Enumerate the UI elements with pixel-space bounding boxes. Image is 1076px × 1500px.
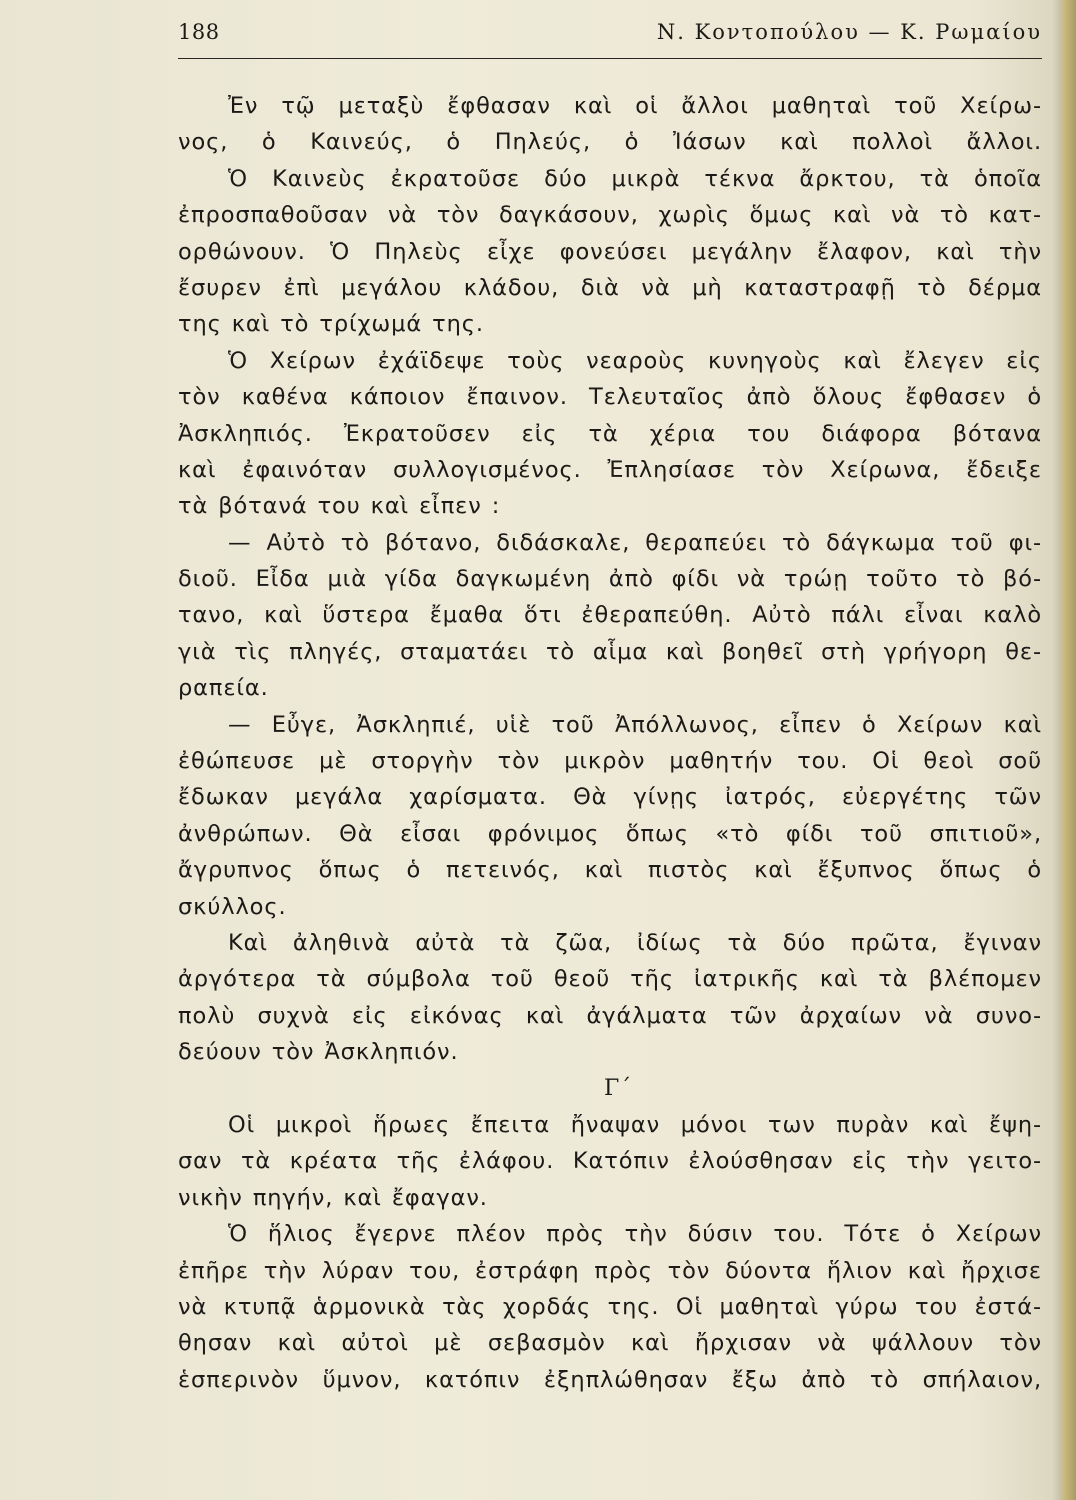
text-line: ορθώνουν. Ὁ Πηλεὺς εἶχε φονεύσει μεγάλην ἔλαφον, καὶ τὴν xyxy=(178,238,1042,265)
page-header xyxy=(178,16,1042,50)
text-line: ἐπῆρε τὴν λύραν του, ἐστράφη πρὸς τὸν δύοντα ἥλιον καὶ ἤρχισε xyxy=(178,1257,1042,1284)
text-line: σαν τὰ κρέατα τῆς ἐλάφου. Κατόπιν ἐλούσθησαν εἰς τὴν γειτο- xyxy=(178,1148,1042,1175)
text-line: δεύουν τὸν Ἀσκληπιόν. xyxy=(178,1039,459,1066)
text-line: — Αὐτὸ τὸ βότανο, διδάσκαλε, θεραπεύει τὸ δάγκωμα τοῦ φι- xyxy=(228,529,1042,556)
page-number: 188 xyxy=(178,20,220,44)
text-line: Ἐν τῷ μεταξὺ ἔφθασαν καὶ οἱ ἄλλοι μαθηταὶ τοῦ Χείρω- xyxy=(228,93,1042,119)
text-line: τὰ βότανά του καὶ εἶπεν : xyxy=(178,493,501,520)
text-line: Ὁ Καινεὺς ἐκρατοῦσε δύο μικρὰ τέκνα ἄρκτου, τὰ ὁποῖα xyxy=(228,165,1042,192)
text-line: σκύλλος. xyxy=(178,893,287,920)
text-line: ἐπροσπαθοῦσαν νὰ τὸν δαγκάσουν, χωρὶς ὅμως καὶ νὰ τὸ κατ- xyxy=(178,202,1042,229)
text-line: Ὁ Χείρων ἐχάϊδεψε τοὺς νεαροὺς κυνηγοὺς καὶ ἔλεγεν εἰς xyxy=(228,347,1042,374)
section-heading: Γ΄ xyxy=(603,1075,633,1101)
text-line: ἔσυρεν ἐπὶ μεγάλου κλάδου, διὰ νὰ μὴ καταστραφῇ τὸ δέρμα xyxy=(178,274,1042,301)
text-line: — Εὖγε, Ἀσκληπιέ, υἱὲ τοῦ Ἀπόλλωνος, εἶπεν ὁ Χείρων καὶ xyxy=(228,711,1042,738)
text-line: τανο, καὶ ὕστερα ἔμαθα ὅτι ἐθεραπεύθη. Αὐτὸ πάλι εἶναι καλὸ xyxy=(178,602,1042,629)
body-text xyxy=(178,88,1042,1398)
text-line: Ὁ ἥλιος ἔγερνε πλέον πρὸς τὴν δύσιν του. Τότε ὁ Χείρων xyxy=(228,1221,1042,1248)
text-line: Οἱ μικροὶ ἥρωες ἔπειτα ἤναψαν μόνοι των πυρὰν καὶ ἔψη- xyxy=(228,1111,1042,1138)
text-line: Καὶ ἀληθινὰ αὐτὰ τὰ ζῶα, ἰδίως τὰ δύο πρῶτα, ἔγιναν xyxy=(228,929,1042,956)
text-line: νὰ κτυπᾷ ἁρμονικὰ τὰς χορδάς της. Οἱ μαθηταὶ γύρω του ἐστά- xyxy=(178,1293,1042,1320)
text-line: πολὺ συχνὰ εἰς εἰκόνας καὶ ἀγάλματα τῶν ἀρχαίων νὰ συνο- xyxy=(178,1002,1042,1029)
text-line: νικὴν πηγήν, καὶ ἔφαγαν. xyxy=(178,1184,488,1211)
header-rule xyxy=(178,58,1042,59)
text-line: διοῦ. Εἶδα μιὰ γίδα δαγκωμένη ἀπὸ φίδι νὰ τρώῃ τοῦτο τὸ βό- xyxy=(178,566,1042,593)
text-line: ἀνθρώπων. Θὰ εἶσαι φρόνιμος ὅπως «τὸ φίδι τοῦ σπιτιοῦ», xyxy=(178,820,1042,847)
text-line: καὶ ἐφαινόταν συλλογισμένος. Ἐπλησίασε τὸν Χείρωνα, ἔδειξε xyxy=(178,456,1042,483)
text-line: ἀργότερα τὰ σύμβολα τοῦ θεοῦ τῆς ἰατρικῆς καὶ τὰ βλέπομεν xyxy=(178,966,1042,993)
text-line: Ἀσκληπιός. Ἐκρατοῦσεν εἰς τὰ χέρια του διάφορα βότανα xyxy=(178,420,1042,447)
text-line: τὸν καθένα κάποιον ἔπαινον. Τελευταῖος ἀπὸ ὅλους ἔφθασεν ὁ xyxy=(178,384,1042,411)
text-line: της καὶ τὸ τρίχωμά της. xyxy=(178,311,484,338)
page-edge xyxy=(1062,0,1076,1500)
running-head: Ν. Κοντοπούλου — Κ. Ρωμαίου xyxy=(656,20,1042,44)
text-line: θησαν καὶ αὐτοὶ μὲ σεβασμὸν καὶ ἤρχισαν νὰ ψάλλουν τὸν xyxy=(178,1330,1042,1357)
text-line: ἐθώπευσε μὲ στοργὴν τὸν μικρὸν μαθητήν του. Οἱ θεοὶ σοῦ xyxy=(178,748,1042,775)
text-line: ἑσπερινὸν ὕμνον, κατόπιν ἐξηπλώθησαν ἔξω ἀπὸ τὸ σπήλαιον, xyxy=(178,1366,1042,1393)
text-line: ἔδωκαν μεγάλα χαρίσματα. Θὰ γίνῃς ἰατρός, εὐεργέτης τῶν xyxy=(178,784,1042,811)
text-line: νος, ὁ Καινεύς, ὁ Πηλεύς, ὁ Ἰάσων καὶ πολλοὶ ἄλλοι. xyxy=(178,129,1042,156)
text-line: ἄγρυπνος ὅπως ὁ πετεινός, καὶ πιστὸς καὶ ἔξυπνος ὅπως ὁ xyxy=(178,857,1042,884)
text-line: ραπεία. xyxy=(178,675,269,702)
page-gutter-shadow xyxy=(1052,0,1062,1500)
text-line: γιὰ τὶς πληγές, σταματάει τὸ αἷμα καὶ βοηθεῖ στὴ γρήγορη θε- xyxy=(178,638,1042,665)
